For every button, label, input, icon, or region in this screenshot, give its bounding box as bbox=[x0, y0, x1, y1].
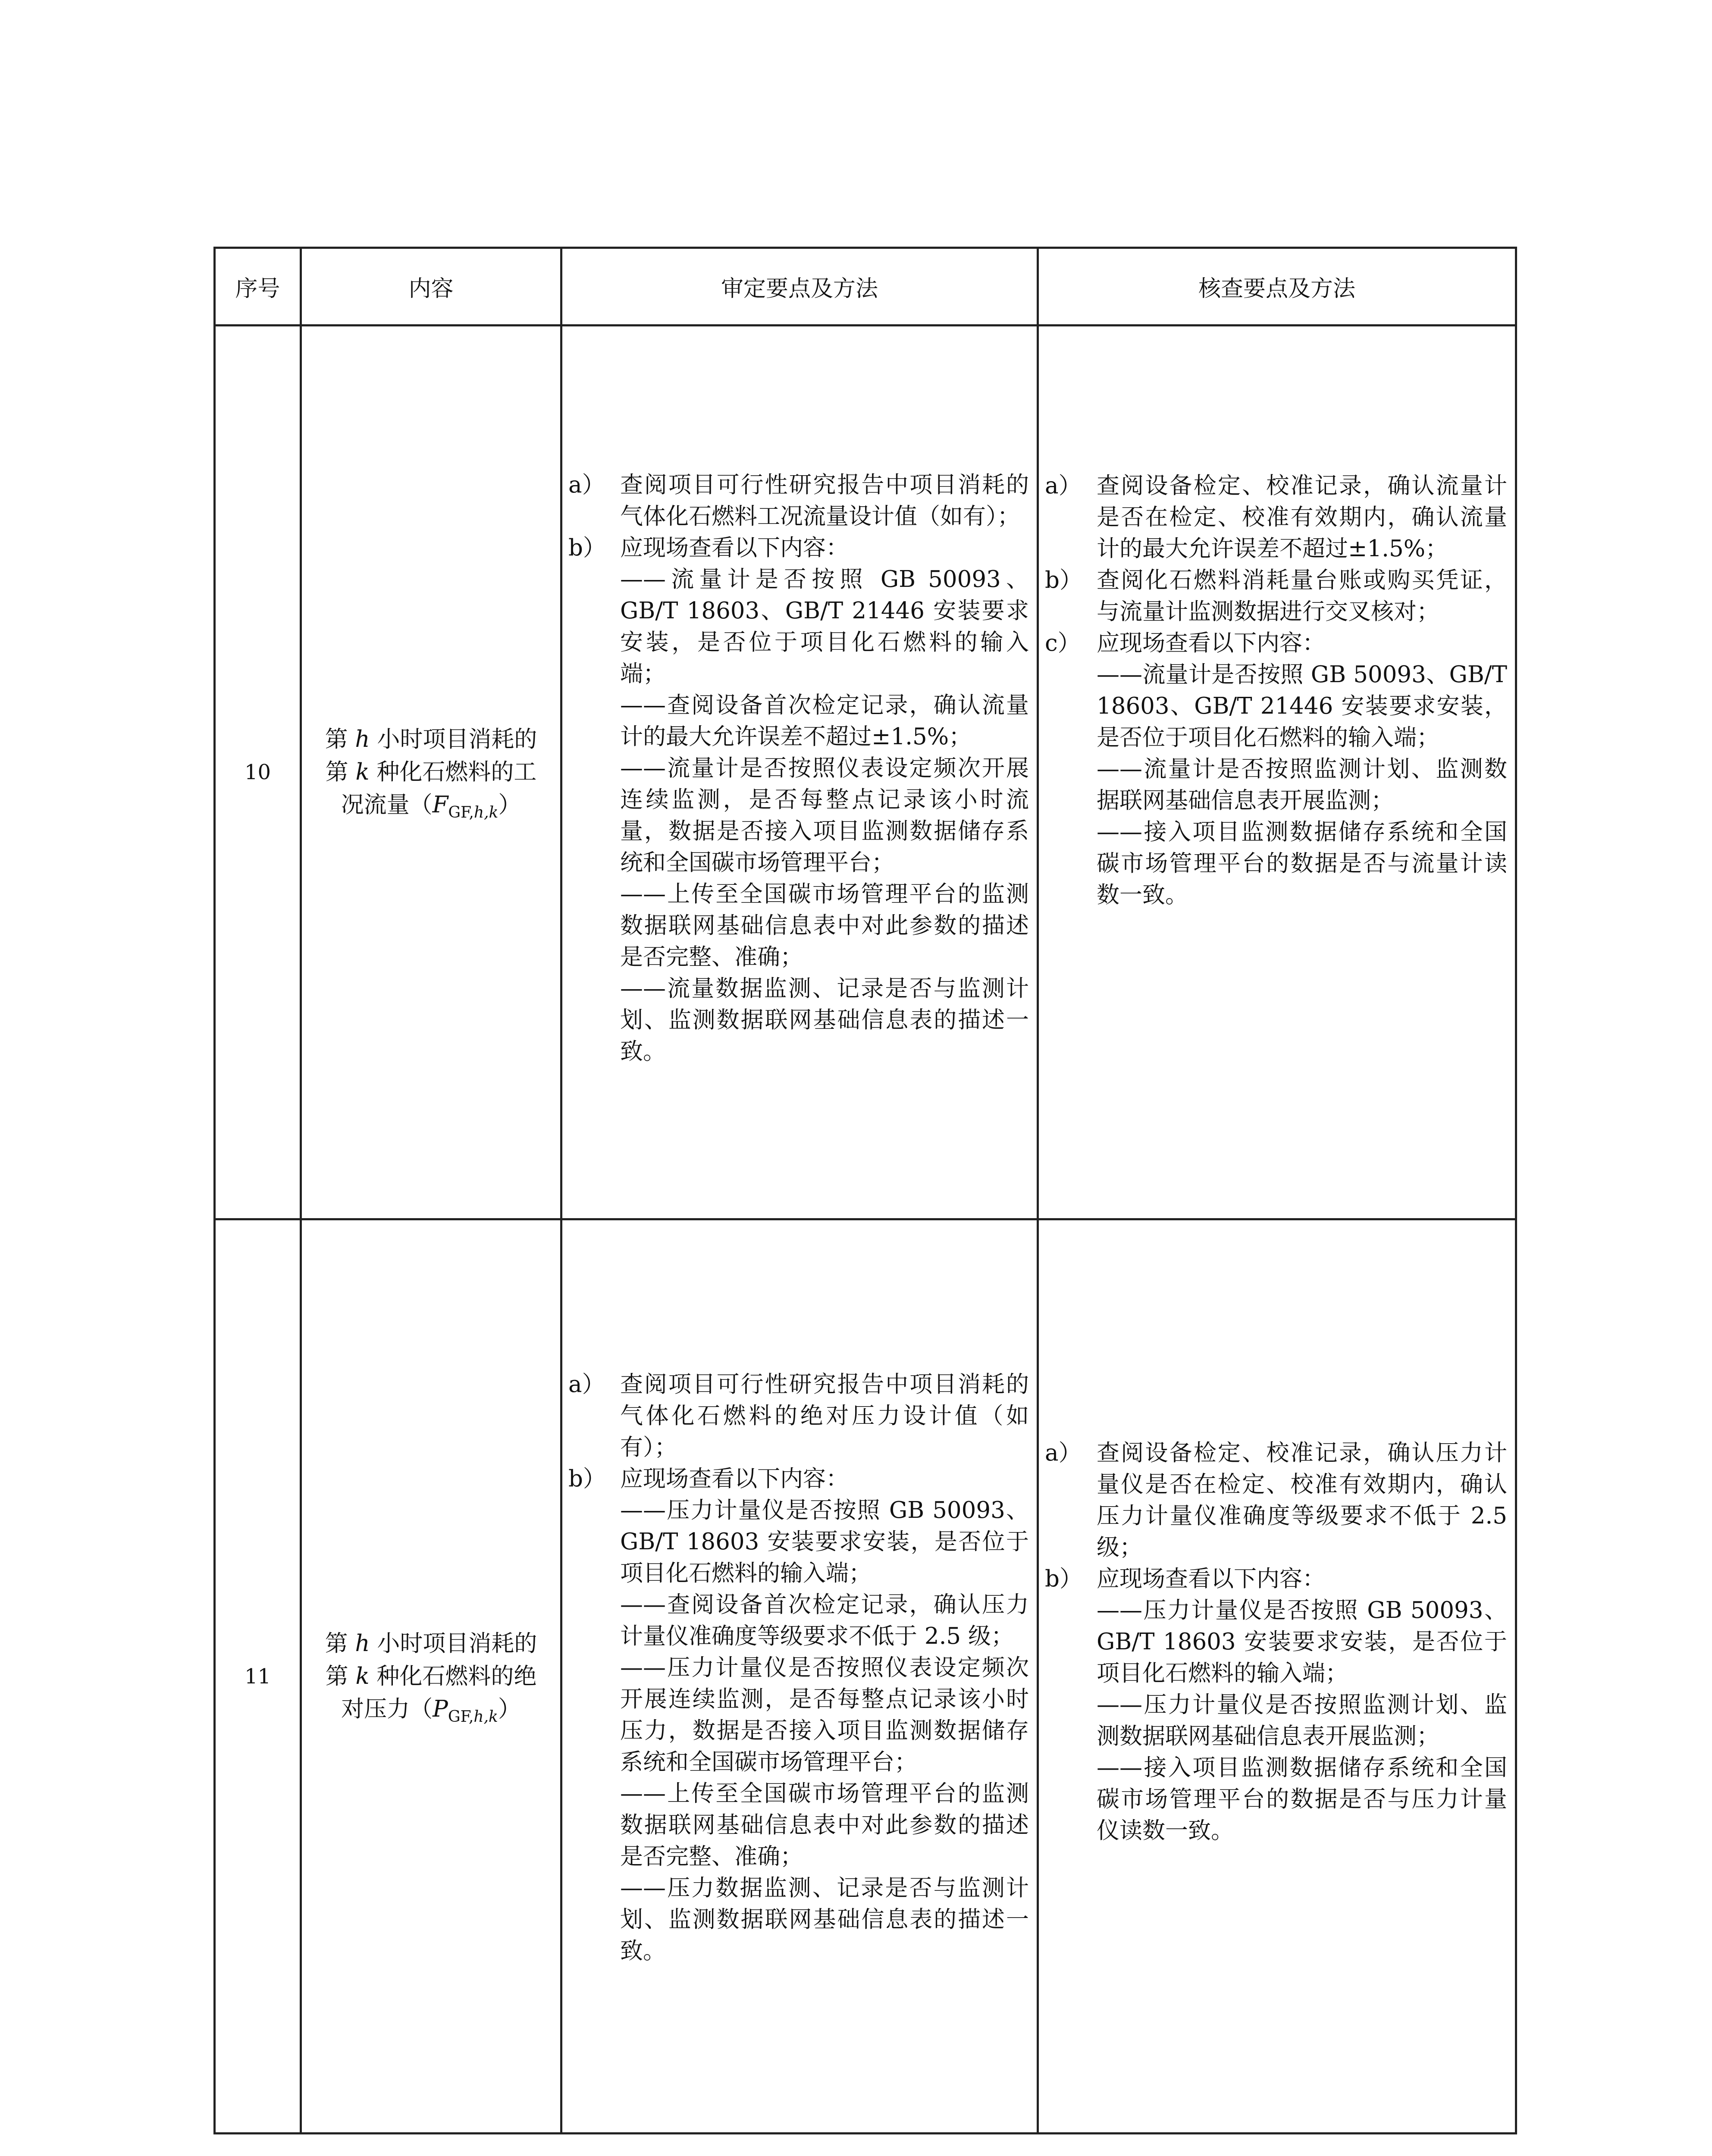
content-text: 种化石燃料的绝 bbox=[376, 1663, 537, 1689]
content-text: 种化石燃料的工 bbox=[376, 759, 537, 785]
row-validation bbox=[561, 1219, 1038, 2134]
item-text: 查阅项目可行性研究报告中项目消耗的气体化石燃料的绝对压力设计值（如有）； bbox=[620, 1371, 1029, 1460]
header-index: 序号 bbox=[215, 248, 301, 326]
header-content: 内容 bbox=[301, 248, 561, 326]
row-verification bbox=[1038, 326, 1516, 1219]
sub-item: ——接入项目监测数据储存系统和全国碳市场管理平台的数据是否与流量计读数一致。 bbox=[1097, 819, 1507, 908]
content-variable: h bbox=[355, 1630, 370, 1657]
content-subscript bbox=[448, 804, 498, 821]
sub-item: ——压力计量仪是否按照 GB 50093、GB/T 18603 安装要求安装，是否位于项目化石燃料的输入端； bbox=[620, 1497, 1029, 1586]
sub-item: ——压力计量仪是否按照监测计划、监测数据联网基础信息表开展监测； bbox=[1097, 1692, 1507, 1749]
sub-item: ——流量数据监测、记录是否与监测计划、监测数据联网基础信息表的描述一致。 bbox=[620, 975, 1029, 1065]
item-marker: a） bbox=[568, 471, 605, 498]
content-text: 小时项目消耗的 bbox=[377, 726, 537, 752]
list-item bbox=[568, 1369, 1029, 1463]
header-verification: 核查要点及方法 bbox=[1038, 248, 1516, 326]
sub-item: ——查阅设备首次检定记录，确认压力计量仪准确度等级要求不低于 2.5 级； bbox=[620, 1592, 1029, 1649]
sub-item: ——压力数据监测、记录是否与监测计划、监测数据联网基础信息表的描述一致。 bbox=[620, 1875, 1029, 1964]
sub-item: ——查阅设备首次检定记录，确认流量计的最大允许误差不超过±1.5%； bbox=[620, 692, 1029, 750]
sub-item: ——压力计量仪是否按照仪表设定频次开展连续监测，是否每整点记录该小时压力，数据是否接入项目监测数据储存系统和全国碳市场管理平台； bbox=[620, 1655, 1029, 1775]
item-marker: b） bbox=[1045, 1566, 1082, 1592]
content-text: 小时项目消耗的 bbox=[377, 1630, 537, 1657]
content-symbol: F bbox=[432, 792, 448, 818]
content-text: 第 bbox=[325, 726, 348, 752]
content-variable: h bbox=[355, 726, 370, 752]
row-index: 10 bbox=[215, 326, 301, 1219]
table-row bbox=[215, 326, 1516, 1219]
item-text: 应现场查看以下内容： bbox=[620, 1466, 849, 1492]
row-validation bbox=[561, 326, 1038, 1219]
item-text: 应现场查看以下内容： bbox=[1097, 1566, 1325, 1592]
list-item bbox=[1045, 470, 1507, 564]
item-text: 查阅设备检定、校准记录，确认压力计量仪是否在检定、校准有效期内，确认压力计量仪准确度等级要求不低于 2.5 级； bbox=[1097, 1440, 1507, 1561]
content-variable: k bbox=[355, 1663, 370, 1689]
item-marker: a） bbox=[1045, 473, 1082, 499]
sub-item: ——压力计量仪是否按照 GB 50093、GB/T 18603 安装要求安装，是否位于项目化石燃料的输入端； bbox=[1097, 1597, 1507, 1686]
content-text: ） bbox=[498, 792, 521, 818]
sub-item: ——上传至全国碳市场管理平台的监测数据联网基础信息表中对此参数的描述是否完整、准确； bbox=[620, 1780, 1029, 1870]
content-variable: k bbox=[355, 759, 370, 785]
item-text: 查阅项目可行性研究报告中项目消耗的气体化石燃料工况流量设计值（如有）； bbox=[620, 471, 1029, 530]
list-item bbox=[1045, 1437, 1507, 1563]
content-text: 第 bbox=[325, 759, 348, 785]
list-item bbox=[1045, 1563, 1507, 1595]
item-marker: a） bbox=[568, 1371, 605, 1398]
item-marker: a） bbox=[1045, 1440, 1082, 1466]
content-text: 况流量（ bbox=[341, 792, 433, 818]
item-marker: c） bbox=[1045, 630, 1081, 656]
item-marker: b） bbox=[568, 1466, 606, 1492]
list-item bbox=[1045, 627, 1507, 659]
item-text: 查阅设备检定、校准记录，确认流量计是否在检定、校准有效期内，确认流量计的最大允许误差不超过±1.5%； bbox=[1097, 473, 1507, 562]
row-content bbox=[301, 1219, 561, 2134]
sub-item: ——流量计是否按照 GB 50093、GB/T 18603、GB/T 21446 安装要求安装，是否位于项目化石燃料的输入端； bbox=[1097, 661, 1507, 751]
row-verification bbox=[1038, 1219, 1516, 2134]
sub-item: ——流量计是否按照监测计划、监测数据联网基础信息表开展监测； bbox=[1097, 756, 1507, 814]
content-text: 第 bbox=[325, 1663, 348, 1689]
row-content bbox=[301, 326, 561, 1219]
row-index: 11 bbox=[215, 1219, 301, 2134]
subscript-text: GF, bbox=[448, 1708, 474, 1726]
item-marker: b） bbox=[568, 534, 606, 561]
sub-item: ——接入项目监测数据储存系统和全国碳市场管理平台的数据是否与压力计量仪读数一致。 bbox=[1097, 1755, 1507, 1844]
audit-table bbox=[213, 247, 1517, 2134]
content-text: 对压力（ bbox=[341, 1695, 433, 1722]
table-row bbox=[215, 1219, 1516, 2134]
content-text: ） bbox=[498, 1695, 521, 1722]
header-validation: 审定要点及方法 bbox=[561, 248, 1038, 326]
sub-item: ——流量计是否按照仪表设定频次开展连续监测，是否每整点记录该小时流量，数据是否接入项目监测数据储存系统和全国碳市场管理平台； bbox=[620, 755, 1029, 876]
item-text: 查阅化石燃料消耗量台账或购买凭证，与流量计监测数据进行交叉核对； bbox=[1097, 567, 1507, 625]
list-item bbox=[568, 532, 1029, 564]
content-text: 第 bbox=[325, 1630, 348, 1657]
item-text: 应现场查看以下内容： bbox=[1097, 630, 1325, 656]
sub-item: ——上传至全国碳市场管理平台的监测数据联网基础信息表中对此参数的描述是否完整、准确； bbox=[620, 881, 1029, 970]
content-subscript bbox=[448, 1708, 498, 1726]
list-item bbox=[568, 469, 1029, 532]
subscript-text: GF, bbox=[448, 804, 474, 821]
subscript-variable: h,k bbox=[473, 1708, 498, 1726]
item-marker: b） bbox=[1045, 567, 1082, 593]
subscript-variable: h,k bbox=[473, 804, 499, 821]
list-item bbox=[568, 1463, 1029, 1495]
table-header-row bbox=[215, 248, 1516, 326]
sub-item: ——流量计是否按照 GB 50093、GB/T 18603、GB/T 21446 安装要求安装，是否位于项目化石燃料的输入端； bbox=[620, 566, 1029, 687]
item-text: 应现场查看以下内容： bbox=[620, 534, 849, 561]
list-item bbox=[1045, 564, 1507, 627]
content-symbol: P bbox=[433, 1695, 448, 1722]
